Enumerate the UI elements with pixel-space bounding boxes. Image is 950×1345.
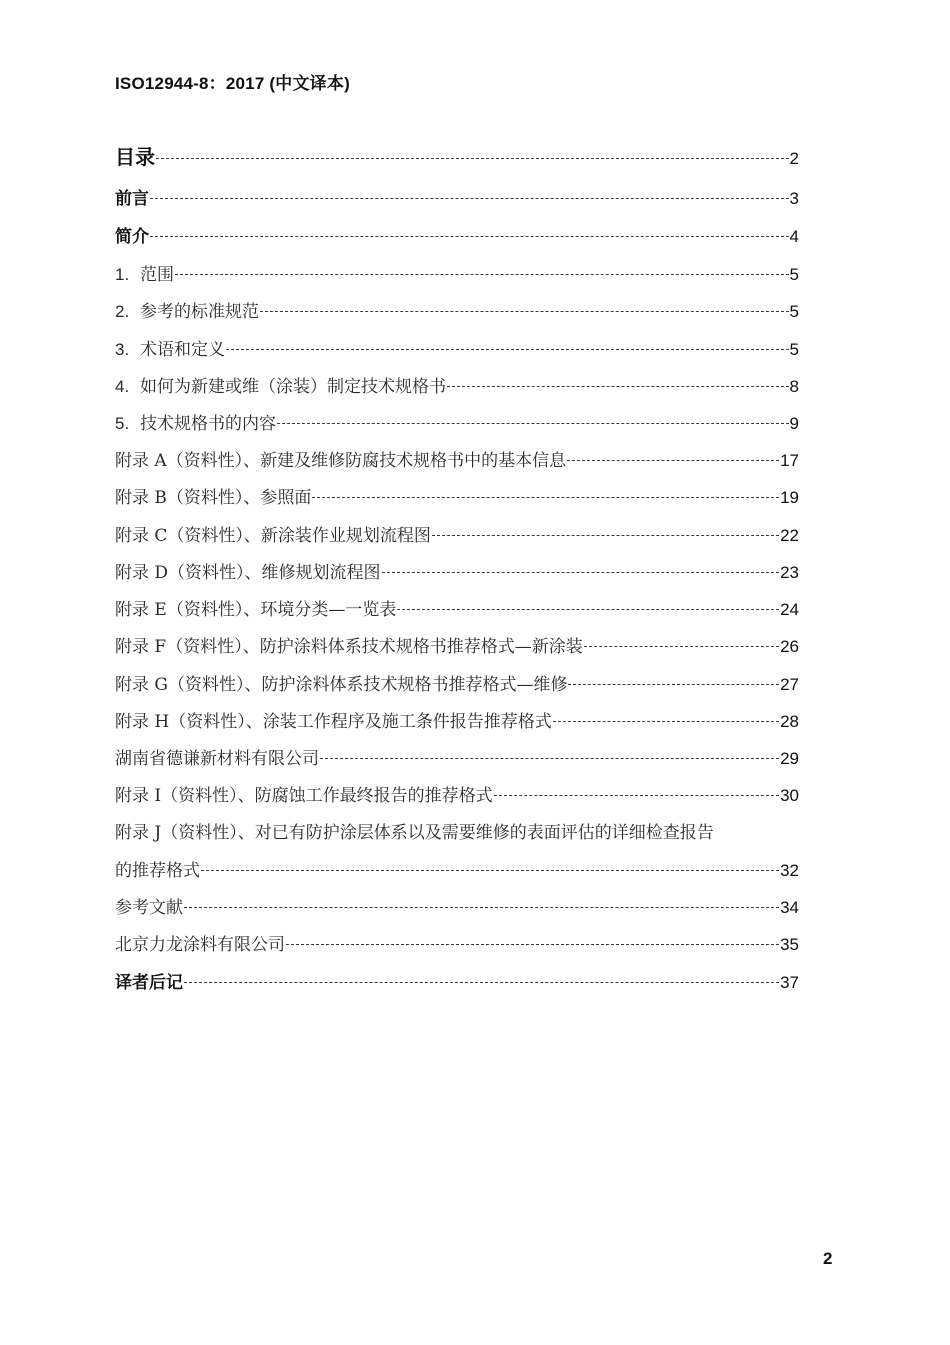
toc-entry-scope[interactable]: [115, 264, 799, 286]
dot-leader: [494, 795, 779, 796]
toc-entry-page: 22: [780, 526, 799, 545]
dot-leader: [568, 684, 779, 685]
toc-entry-title: 附录 H（资料性）、涂装工作程序及施工条件报告推荐格式: [115, 712, 552, 732]
toc-entry-title: 附录 B（资料性）、参照面: [115, 488, 312, 508]
toc-entry-page: 30: [780, 786, 799, 805]
dot-leader: [201, 870, 779, 871]
toc-entry-title: 附录 I（资料性）、防腐蚀工作最终报告的推荐格式: [115, 786, 493, 806]
toc-entry-title: 译者后记: [115, 973, 183, 993]
dot-leader: [226, 349, 789, 350]
toc-entry-page: 5: [789, 340, 799, 359]
toc-entry-title: 附录 F（资料性）、防护涂料体系技术规格书推荐格式—新涂装: [115, 637, 583, 657]
dot-leader: [156, 158, 789, 159]
toc-entry-annex-g[interactable]: [115, 674, 799, 696]
toc-entry-page: 29: [780, 749, 799, 768]
dot-leader: [447, 386, 789, 387]
toc-entry-title: 范围: [140, 265, 174, 285]
toc-heading-title: 目录: [115, 145, 155, 169]
toc-entry-title: 前言: [115, 189, 149, 209]
toc-entry-title: 术语和定义: [140, 340, 225, 360]
toc-entry-how-to-specify[interactable]: [115, 376, 799, 398]
dot-leader: [432, 535, 779, 536]
toc-entry-title: 参考的标准规范: [140, 302, 259, 322]
document-header: ISO12944-8：2017 (中文译本): [115, 74, 350, 93]
toc-entry-page: 26: [780, 637, 799, 656]
toc-entry-number: 3.: [115, 340, 130, 359]
toc-entry-page: 8: [789, 377, 799, 396]
toc-entry-page: 35: [780, 935, 799, 954]
dot-leader: [184, 907, 779, 908]
toc-entry-specification-content[interactable]: [115, 413, 799, 435]
toc-entry-page: 4: [789, 227, 799, 246]
toc-entry-title: 附录 C（资料性）、新涂装作业规划流程图: [115, 526, 431, 546]
toc-heading: [115, 146, 799, 170]
page-number: 2: [823, 1249, 833, 1268]
toc-entry-introduction[interactable]: [115, 226, 799, 248]
toc-entry-page: 23: [780, 563, 799, 582]
dot-leader: [150, 198, 789, 199]
toc-entry-company-hunan[interactable]: [115, 748, 799, 770]
dot-leader: [397, 609, 779, 610]
toc-entry-page: 27: [780, 675, 799, 694]
toc-entry-annex-d[interactable]: [115, 562, 799, 584]
dot-leader: [175, 274, 789, 275]
toc-entry-translator-afterword[interactable]: [115, 972, 799, 994]
toc-entry-title: 附录 A（资料性）、新建及维修防腐技术规格书中的基本信息: [115, 451, 567, 471]
toc-entry-terms-definitions[interactable]: [115, 339, 799, 361]
dot-leader: [150, 236, 789, 237]
dot-leader: [184, 982, 779, 983]
toc-entry-normative-references[interactable]: [115, 301, 799, 323]
dot-leader: [320, 758, 779, 759]
dot-leader: [277, 423, 789, 424]
toc-entry-title: 简介: [115, 227, 149, 247]
dot-leader: [382, 572, 780, 573]
toc-entry-page: 24: [780, 600, 799, 619]
toc-entry-title: 技术规格书的内容: [140, 414, 276, 434]
toc-entry-page: 32: [780, 861, 799, 880]
toc-entry-annex-c[interactable]: [115, 525, 799, 547]
toc-entry-title: 北京力龙涂料有限公司: [115, 935, 285, 955]
toc-entry-page: 28: [780, 712, 799, 731]
toc-entry-company-beijing[interactable]: [115, 934, 799, 956]
toc-entry-foreword[interactable]: [115, 188, 799, 210]
dot-leader: [553, 721, 779, 722]
toc-entry-title: 附录 J（资料性）、对已有防护涂层体系以及需要维修的表面评估的详细检查报告: [115, 823, 714, 843]
toc-entry-page: 17: [780, 451, 799, 470]
toc-entry-bibliography[interactable]: [115, 897, 799, 919]
toc-heading-page: 2: [789, 149, 799, 168]
toc-entry-title: 的推荐格式: [115, 861, 200, 881]
toc-entry-title: 参考文献: [115, 898, 183, 918]
toc-entry-annex-h[interactable]: [115, 711, 799, 733]
toc-entry-number: 4.: [115, 377, 130, 396]
toc-entry-page: 5: [789, 265, 799, 284]
toc-entry-title: 湖南省德谦新材料有限公司: [115, 749, 319, 769]
toc-entry-title: 如何为新建或维（涂装）制定技术规格书: [140, 377, 446, 397]
toc-entry-page: 37: [780, 973, 799, 992]
toc-entry-page: 19: [780, 488, 799, 507]
dot-leader: [286, 944, 779, 945]
toc-entry-number: 1.: [115, 265, 130, 284]
toc-entry-title: 附录 G（资料性）、防护涂料体系技术规格书推荐格式—维修: [115, 675, 568, 695]
toc-entry-page: 3: [789, 189, 799, 208]
toc-entry-title: 附录 D（资料性）、维修规划流程图: [115, 563, 381, 583]
toc-entry-annex-e[interactable]: [115, 599, 799, 621]
toc-entry-number: 2.: [115, 302, 130, 321]
dot-leader: [567, 460, 779, 461]
toc-entry-annex-j-line1[interactable]: [115, 822, 799, 844]
toc-entry-annex-j[interactable]: [115, 860, 799, 882]
toc-entry-page: 5: [789, 302, 799, 321]
toc-entry-annex-i[interactable]: [115, 785, 799, 807]
toc-entry-page: 34: [780, 898, 799, 917]
toc-entry-annex-b[interactable]: [115, 487, 799, 509]
toc-entry-number: 5.: [115, 414, 130, 433]
toc-entry-title: 附录 E（资料性）、环境分类—一览表: [115, 600, 397, 620]
dot-leader: [312, 497, 779, 498]
toc-entry-page: 9: [789, 414, 799, 433]
dot-leader: [260, 311, 789, 312]
toc-entry-annex-a[interactable]: [115, 450, 799, 472]
toc-entry-annex-f[interactable]: [115, 636, 799, 658]
dot-leader: [584, 646, 779, 647]
